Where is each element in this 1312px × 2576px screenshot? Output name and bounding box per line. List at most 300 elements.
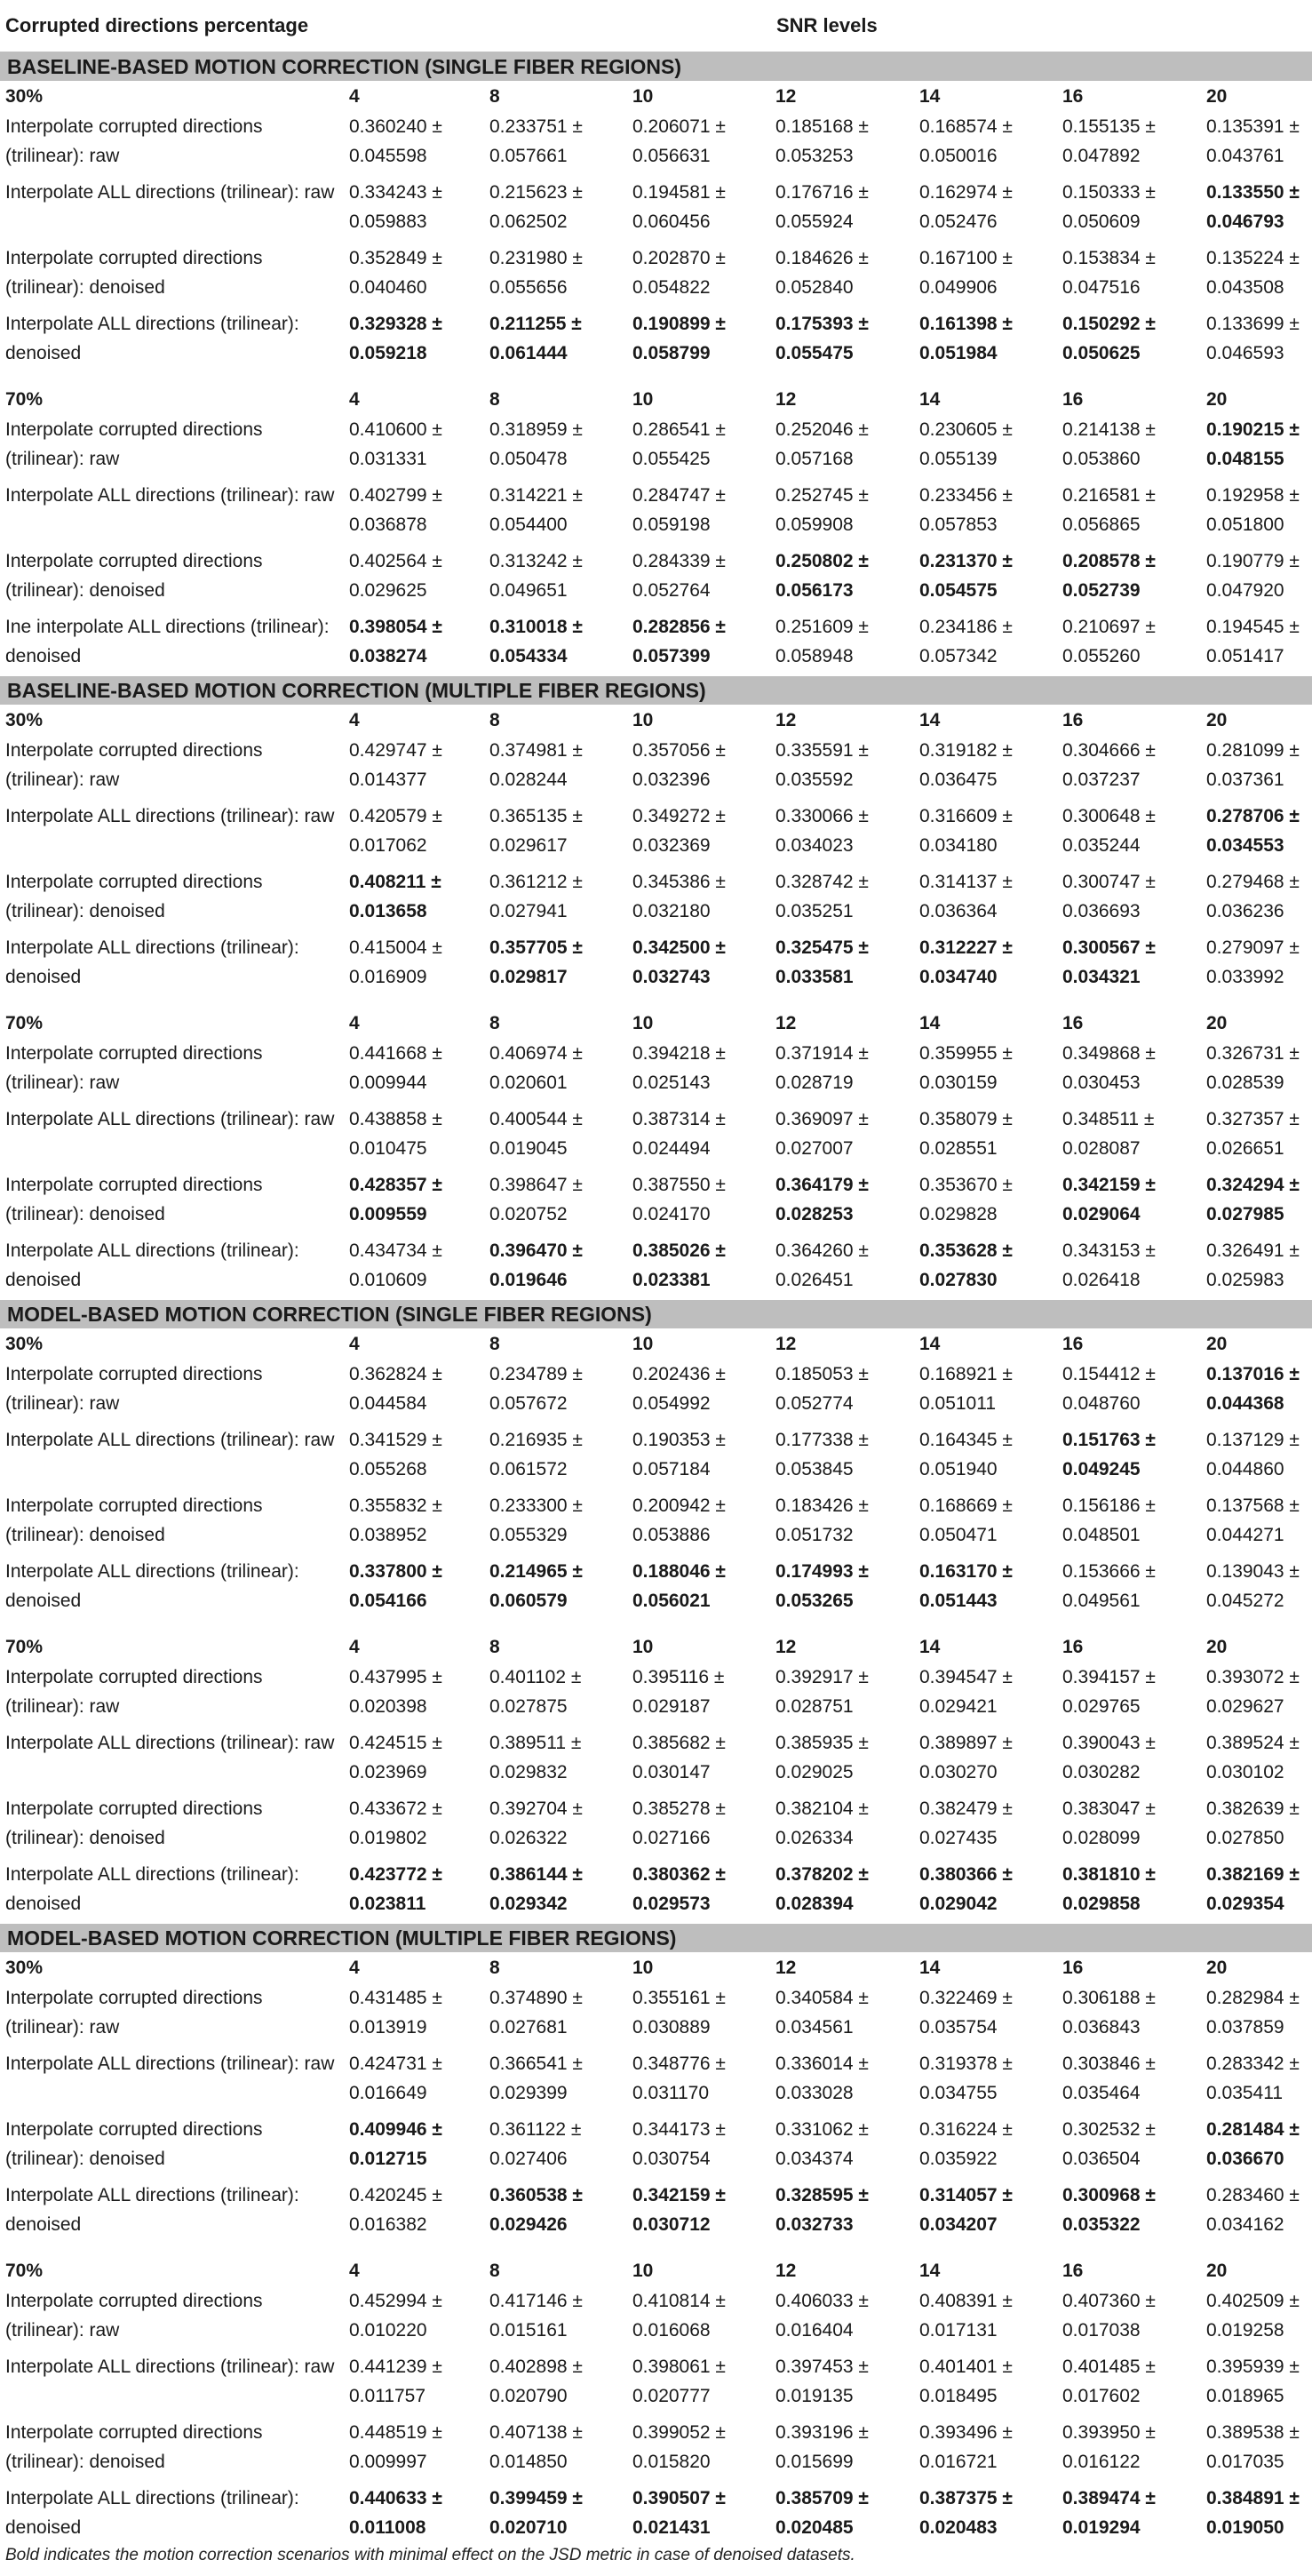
snr-level-label: 20 (1206, 2261, 1228, 2281)
cell-mean: 0.382639 ± (1206, 1798, 1300, 1819)
table-cell (632, 867, 757, 926)
cell-std: 0.051011 (919, 1393, 997, 1414)
cell-std: 0.045272 (1206, 1591, 1284, 1611)
table-cell (775, 243, 900, 302)
table-cell (349, 2484, 473, 2542)
cell-mean: 0.437995 ± (349, 1667, 442, 1687)
cell-mean: 0.340584 ± (775, 1988, 869, 2008)
cell-mean: 0.281484 ± (1206, 2119, 1300, 2140)
table-cell (349, 612, 473, 671)
cell-std: 0.030453 (1062, 1073, 1141, 1093)
table-footnote: Bold indicates the motion correction scenarios with minimal effect on the JSD metric in case of denoised datasets. (5, 2546, 855, 2564)
cell-std: 0.051940 (919, 1459, 998, 1479)
table-cell (489, 2181, 614, 2239)
table-row (0, 545, 1312, 610)
row-label: Interpolate ALL directions (trilinear): denoised (5, 1864, 299, 1914)
cell-mean: 0.393496 ± (919, 2422, 1013, 2443)
row-label: Interpolate ALL directions (trilinear): raw (5, 806, 335, 826)
group-gap (0, 2245, 1312, 2255)
cell-std: 0.031331 (349, 449, 427, 469)
cell-std: 0.057184 (632, 1459, 711, 1479)
cell-mean: 0.284747 ± (632, 485, 726, 506)
cell-mean: 0.188046 ± (632, 1561, 726, 1582)
cell-mean: 0.342500 ± (632, 937, 726, 958)
cell-mean: 0.385709 ± (775, 2488, 869, 2508)
cell-mean: 0.312227 ± (919, 937, 1013, 958)
cell-std: 0.059908 (775, 514, 854, 535)
cell-mean: 0.353670 ± (919, 1175, 1013, 1195)
table-cell (775, 309, 900, 368)
cell-std: 0.048760 (1062, 1393, 1141, 1414)
table-cell (775, 802, 900, 860)
cell-std: 0.019802 (349, 1828, 427, 1848)
cell-std: 0.028099 (1062, 1828, 1141, 1848)
cell-std: 0.047516 (1062, 277, 1141, 298)
cell-std: 0.020790 (489, 2386, 568, 2406)
cell-std: 0.010609 (349, 1270, 427, 1290)
cell-mean: 0.137568 ± (1206, 1495, 1300, 1516)
snr-level-label: 10 (632, 1334, 654, 1354)
cell-std: 0.010475 (349, 1138, 427, 1159)
cell-std: 0.029617 (489, 835, 568, 856)
table-cell (1206, 2181, 1312, 2239)
cell-mean: 0.151763 ± (1062, 1430, 1156, 1450)
cell-mean: 0.194545 ± (1206, 617, 1300, 637)
cell-mean: 0.208578 ± (1062, 551, 1156, 571)
table-cell (775, 415, 900, 474)
cell-std: 0.036364 (919, 901, 998, 921)
cell-std: 0.009997 (349, 2452, 427, 2472)
cell-std: 0.055329 (489, 1525, 568, 1545)
cell-std: 0.028253 (775, 1204, 854, 1224)
cell-mean: 0.360538 ± (489, 2185, 583, 2205)
cell-mean: 0.251609 ± (775, 617, 869, 637)
cell-std: 0.053845 (775, 1459, 854, 1479)
cell-std: 0.054992 (632, 1393, 711, 1414)
cell-std: 0.054400 (489, 514, 568, 535)
cell-std: 0.056865 (1062, 514, 1141, 535)
cell-mean: 0.417146 ± (489, 2291, 583, 2311)
table-cell (632, 546, 757, 605)
table-cell (349, 2115, 473, 2173)
cell-std: 0.038952 (349, 1525, 427, 1545)
table-row (0, 307, 1312, 373)
cell-mean: 0.401102 ± (489, 1667, 582, 1687)
table-cell (489, 933, 614, 992)
cell-std: 0.034553 (1206, 835, 1284, 856)
table-row (0, 1489, 1312, 1555)
cell-mean: 0.184626 ± (775, 248, 869, 268)
cell-mean: 0.364260 ± (775, 1240, 869, 1261)
cell-mean: 0.200942 ± (632, 1495, 726, 1516)
cell-std: 0.059198 (632, 514, 711, 535)
table-cell (775, 1105, 900, 1163)
cell-std: 0.019646 (489, 1270, 568, 1290)
percentage-label: 30% (5, 86, 44, 107)
cell-std: 0.049906 (919, 277, 998, 298)
table-cell (1206, 309, 1312, 368)
table-cell (489, 178, 614, 236)
table-row (0, 1792, 1312, 1858)
cell-std: 0.034207 (919, 2214, 998, 2235)
cell-mean: 0.163170 ± (919, 1561, 1013, 1582)
snr-level-label: 20 (1206, 1013, 1228, 1033)
table-cell (1206, 1425, 1312, 1484)
cell-mean: 0.337800 ± (349, 1561, 442, 1582)
table-cell (632, 2484, 757, 2542)
cell-mean: 0.392704 ± (489, 1798, 583, 1819)
table-row (0, 1661, 1312, 1727)
cell-mean: 0.156186 ± (1062, 1495, 1156, 1516)
cell-mean: 0.325475 ± (775, 937, 869, 958)
table-cell (1206, 2115, 1312, 2173)
cell-std: 0.020601 (489, 1073, 568, 1093)
percentage-label: 70% (5, 389, 44, 410)
table-cell (489, 1860, 614, 1918)
cell-mean: 0.331062 ± (775, 2119, 869, 2140)
cell-mean: 0.202870 ± (632, 248, 726, 268)
percentage-row (0, 384, 1312, 413)
cell-mean: 0.302532 ± (1062, 2119, 1156, 2140)
cell-std: 0.049651 (489, 580, 568, 601)
cell-std: 0.030159 (919, 1073, 998, 1093)
table-cell (349, 2418, 473, 2476)
cell-mean: 0.176716 ± (775, 182, 869, 203)
cell-std: 0.036693 (1062, 901, 1141, 921)
cell-std: 0.061444 (489, 343, 568, 363)
table-cell (349, 1728, 473, 1787)
row-label: Interpolate corrupted directions (trilinear): raw (5, 419, 263, 469)
cell-mean: 0.194581 ± (632, 182, 726, 203)
snr-level-label: 10 (632, 86, 654, 107)
table-cell (632, 243, 757, 302)
cell-mean: 0.185168 ± (775, 116, 869, 137)
snr-level-label: 12 (775, 1637, 797, 1657)
table-row (0, 2047, 1312, 2113)
cell-std: 0.028719 (775, 1073, 854, 1093)
table-row (0, 1037, 1312, 1103)
table-cell (349, 867, 473, 926)
cell-mean: 0.428357 ± (349, 1175, 442, 1195)
table-cell (632, 1236, 757, 1295)
percentage-label: 70% (5, 2261, 44, 2281)
cell-std: 0.055260 (1062, 646, 1141, 666)
table-cell (1206, 1039, 1312, 1097)
table-cell (1206, 112, 1312, 171)
row-label: Interpolate ALL directions (trilinear): raw (5, 1430, 335, 1450)
cell-std: 0.060456 (632, 211, 711, 232)
table-cell (919, 1663, 1044, 1721)
cell-mean: 0.355161 ± (632, 1988, 726, 2008)
table-cell (349, 1557, 473, 1615)
table-cell (489, 1794, 614, 1853)
table-row (0, 1858, 1312, 1924)
table-cell (632, 1039, 757, 1097)
cell-mean: 0.190215 ± (1206, 419, 1300, 440)
table-row (0, 2285, 1312, 2350)
cell-std: 0.016404 (775, 2320, 854, 2341)
cell-std: 0.020485 (775, 2517, 854, 2538)
cell-mean: 0.385026 ± (632, 1240, 726, 1261)
percentage-row (0, 1008, 1312, 1037)
table-cell (632, 1491, 757, 1550)
cell-std: 0.017038 (1062, 2320, 1141, 2341)
table-row (0, 110, 1312, 176)
snr-level-label: 20 (1206, 389, 1228, 410)
section-title: BASELINE-BASED MOTION CORRECTION (SINGLE FIBER REGIONS) (0, 52, 1312, 81)
cell-mean: 0.396470 ± (489, 1240, 583, 1261)
cell-std: 0.016909 (349, 967, 427, 987)
cell-mean: 0.398054 ± (349, 617, 442, 637)
cell-mean: 0.214138 ± (1062, 419, 1156, 440)
cell-mean: 0.401485 ± (1062, 2357, 1156, 2377)
cell-std: 0.028751 (775, 1696, 854, 1717)
table-cell (349, 2049, 473, 2108)
cell-mean: 0.234789 ± (489, 1364, 583, 1384)
snr-level-label: 20 (1206, 1958, 1228, 1978)
table-cell (919, 612, 1044, 671)
cell-mean: 0.164345 ± (919, 1430, 1013, 1450)
cell-std: 0.023969 (349, 1762, 427, 1782)
table-cell (775, 1170, 900, 1229)
snr-level-label: 16 (1062, 389, 1084, 410)
cell-mean: 0.353628 ± (919, 1240, 1013, 1261)
row-label: Interpolate ALL directions (trilinear): denoised (5, 1561, 299, 1611)
cell-std: 0.034321 (1062, 967, 1141, 987)
cell-mean: 0.139043 ± (1206, 1561, 1300, 1582)
cell-mean: 0.284339 ± (632, 551, 726, 571)
snr-level-label: 16 (1062, 710, 1084, 730)
cell-std: 0.011757 (349, 2386, 426, 2406)
cell-mean: 0.183426 ± (775, 1495, 869, 1516)
cell-std: 0.055475 (775, 343, 854, 363)
table-cell (1206, 2049, 1312, 2108)
table-cell (632, 2049, 757, 2108)
table-cell (1206, 481, 1312, 539)
cell-std: 0.018965 (1206, 2386, 1284, 2406)
cell-std: 0.029025 (775, 1762, 854, 1782)
cell-mean: 0.420579 ± (349, 806, 442, 826)
table-cell (489, 1557, 614, 1615)
cell-mean: 0.408391 ± (919, 2291, 1013, 2311)
cell-mean: 0.314137 ± (919, 872, 1013, 892)
cell-std: 0.027435 (919, 1828, 998, 1848)
cell-mean: 0.431485 ± (349, 1988, 442, 2008)
cell-mean: 0.389897 ± (919, 1733, 1013, 1753)
cell-std: 0.062502 (489, 211, 568, 232)
cell-std: 0.051443 (919, 1591, 998, 1611)
cell-std: 0.058799 (632, 343, 711, 363)
cell-std: 0.029354 (1206, 1894, 1284, 1914)
table-body (0, 52, 1312, 2548)
cell-mean: 0.352849 ± (349, 248, 442, 268)
table-cell (349, 1860, 473, 1918)
cell-mean: 0.349868 ± (1062, 1043, 1156, 1064)
cell-std: 0.061572 (489, 1459, 568, 1479)
table-cell (775, 612, 900, 671)
table-cell (1206, 1794, 1312, 1853)
cell-std: 0.009944 (349, 1073, 427, 1093)
cell-mean: 0.380366 ± (919, 1864, 1013, 1885)
cell-mean: 0.398647 ± (489, 1175, 583, 1195)
cell-std: 0.037361 (1206, 770, 1284, 790)
cell-std: 0.023811 (349, 1894, 426, 1914)
cell-std: 0.032743 (632, 967, 711, 987)
snr-level-label: 14 (919, 1334, 941, 1354)
cell-mean: 0.250802 ± (775, 551, 869, 571)
snr-level-label: 14 (919, 389, 941, 410)
cell-mean: 0.389524 ± (1206, 1733, 1300, 1753)
cell-mean: 0.345386 ± (632, 872, 726, 892)
table-cell (1206, 546, 1312, 605)
cell-mean: 0.423772 ± (349, 1864, 442, 1885)
table-cell (489, 736, 614, 794)
cell-mean: 0.314057 ± (919, 2185, 1013, 2205)
snr-level-label: 10 (632, 389, 654, 410)
table-cell (919, 2484, 1044, 2542)
table-row (0, 2350, 1312, 2416)
table-cell (489, 2115, 614, 2173)
percentage-row (0, 1952, 1312, 1982)
percentage-row (0, 2255, 1312, 2285)
table-cell (349, 2286, 473, 2345)
group-gap (0, 997, 1312, 1008)
table-row (0, 734, 1312, 800)
table-row (0, 931, 1312, 997)
table-row (0, 242, 1312, 307)
cell-std: 0.034180 (919, 835, 998, 856)
cell-std: 0.016122 (1062, 2452, 1141, 2472)
cell-mean: 0.329328 ± (349, 314, 442, 334)
cell-mean: 0.304666 ± (1062, 740, 1156, 761)
table-cell (919, 2418, 1044, 2476)
cell-mean: 0.382169 ± (1206, 1864, 1300, 1885)
cell-std: 0.030102 (1206, 1762, 1284, 1782)
cell-mean: 0.310018 ± (489, 617, 583, 637)
table-cell (632, 1983, 757, 2042)
snr-level-label: 8 (489, 1334, 500, 1354)
cell-std: 0.016649 (349, 2083, 427, 2103)
table-cell (632, 1794, 757, 1853)
table-cell (775, 2286, 900, 2345)
cell-std: 0.050609 (1062, 211, 1141, 232)
cell-mean: 0.393196 ± (775, 2422, 869, 2443)
cell-mean: 0.206071 ± (632, 116, 726, 137)
row-label: Interpolate corrupted directions (trilinear): raw (5, 116, 263, 166)
table-cell (489, 243, 614, 302)
cell-std: 0.053860 (1062, 449, 1141, 469)
table-cell (919, 1236, 1044, 1295)
snr-level-label: 8 (489, 389, 500, 410)
table-cell (775, 1039, 900, 1097)
cell-std: 0.028394 (775, 1894, 854, 1914)
cell-mean: 0.233456 ± (919, 485, 1013, 506)
table-cell (489, 309, 614, 368)
table-cell (775, 2115, 900, 2173)
section-title: MODEL-BASED MOTION CORRECTION (MULTIPLE FIBER REGIONS) (0, 1924, 1312, 1952)
cell-std: 0.029765 (1062, 1696, 1141, 1717)
cell-std: 0.032180 (632, 901, 711, 921)
cell-std: 0.052774 (775, 1393, 854, 1414)
cell-mean: 0.371914 ± (775, 1043, 869, 1064)
cell-mean: 0.174993 ± (775, 1561, 869, 1582)
cell-mean: 0.336014 ± (775, 2054, 869, 2074)
table-cell (1206, 1170, 1312, 1229)
cell-mean: 0.214965 ± (489, 1561, 583, 1582)
cell-mean: 0.433672 ± (349, 1798, 442, 1819)
cell-mean: 0.192958 ± (1206, 485, 1300, 506)
cell-std: 0.036843 (1062, 2017, 1141, 2038)
cell-mean: 0.135391 ± (1206, 116, 1300, 137)
snr-level-label: 8 (489, 2261, 500, 2281)
cell-std: 0.029625 (349, 580, 427, 601)
cell-std: 0.044584 (349, 1393, 427, 1414)
table-cell (1062, 1360, 1187, 1418)
cell-mean: 0.161398 ± (919, 314, 1013, 334)
cell-mean: 0.300567 ± (1062, 937, 1156, 958)
snr-level-label: 20 (1206, 1334, 1228, 1354)
cell-std: 0.052840 (775, 277, 854, 298)
cell-mean: 0.400544 ± (489, 1109, 583, 1129)
cell-mean: 0.369097 ± (775, 1109, 869, 1129)
table-cell (1206, 736, 1312, 794)
snr-level-label: 14 (919, 2261, 941, 2281)
header-corrupted-directions: Corrupted directions percentage (5, 14, 309, 36)
cell-mean: 0.383047 ± (1062, 1798, 1156, 1819)
cell-mean: 0.357056 ± (632, 740, 726, 761)
snr-level-label: 10 (632, 2261, 654, 2281)
snr-level-label: 10 (632, 1637, 654, 1657)
cell-std: 0.032396 (632, 770, 711, 790)
snr-level-label: 10 (632, 1958, 654, 1978)
cell-std: 0.030270 (919, 1762, 998, 1782)
cell-mean: 0.216581 ± (1062, 485, 1156, 506)
cell-mean: 0.355832 ± (349, 1495, 442, 1516)
cell-std: 0.017131 (919, 2320, 998, 2341)
cell-std: 0.029828 (919, 1204, 998, 1224)
cell-std: 0.037859 (1206, 2017, 1284, 2038)
cell-mean: 0.190899 ± (632, 314, 726, 334)
cell-std: 0.028551 (919, 1138, 998, 1159)
table-row (0, 413, 1312, 479)
cell-mean: 0.133550 ± (1206, 182, 1300, 203)
table-cell (1206, 612, 1312, 671)
table-cell (349, 1236, 473, 1295)
cell-std: 0.057168 (775, 449, 854, 469)
cell-mean: 0.389474 ± (1062, 2488, 1156, 2508)
table-cell (919, 1491, 1044, 1550)
cell-std: 0.030147 (632, 1762, 711, 1782)
table-cell (1062, 2418, 1187, 2476)
table-cell (919, 1105, 1044, 1163)
cell-mean: 0.282856 ± (632, 617, 726, 637)
cell-std: 0.046593 (1206, 343, 1284, 363)
cell-std: 0.057672 (489, 1393, 568, 1414)
cell-std: 0.034755 (919, 2083, 998, 2103)
table-cell (1206, 243, 1312, 302)
percentage-label: 30% (5, 1958, 44, 1978)
cell-std: 0.029042 (919, 1894, 998, 1914)
cell-mean: 0.389538 ± (1206, 2422, 1300, 2443)
cell-std: 0.026322 (489, 1828, 568, 1848)
percentage-row (0, 1631, 1312, 1661)
cell-mean: 0.211255 ± (489, 314, 582, 334)
cell-std: 0.036236 (1206, 901, 1284, 921)
cell-mean: 0.429747 ± (349, 740, 442, 761)
table-cell (349, 546, 473, 605)
table-cell (919, 243, 1044, 302)
table-cell (1062, 867, 1187, 926)
